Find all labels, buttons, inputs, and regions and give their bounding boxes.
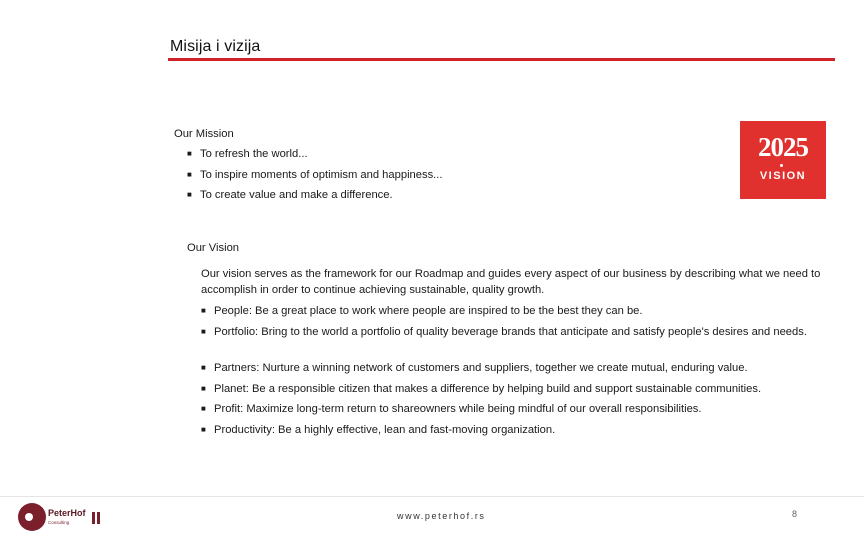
vision-item-text: Portfolio: Bring to the world a portfolio of quality beverage brands that anticipate and satisfy people's desires and needs. — [214, 326, 807, 338]
vision-heading: Our Vision — [187, 242, 240, 254]
slide-title: Misija i vizija — [170, 38, 261, 55]
peterhof-logo — [14, 502, 124, 534]
vision-item — [201, 401, 702, 417]
bullet-icon: ■ — [201, 327, 206, 336]
vision-item — [201, 381, 761, 397]
bullet-icon: ■ — [187, 149, 192, 158]
brand-subtitle: Consulting — [48, 520, 70, 525]
vision-item — [201, 303, 643, 319]
vision-2025-logo — [740, 121, 826, 199]
mission-item-text: To inspire moments of optimism and happiness... — [200, 169, 443, 181]
footer-divider — [0, 496, 864, 497]
vision-item-text: Productivity: Be a highly effective, lean and fast-moving organization. — [214, 424, 556, 436]
brand-name: PeterHof — [48, 508, 86, 518]
page-number: 8 — [792, 509, 798, 519]
mission-item — [187, 167, 443, 183]
title-underline — [168, 58, 835, 61]
vision-item-text: Partners: Nurture a winning network of customers and suppliers, together we create mutual, enduring value. — [214, 362, 748, 374]
bullet-icon: ■ — [201, 306, 206, 315]
vision-item-text: People: Be a great place to work where people are inspired to be the best they can be. — [214, 305, 643, 317]
bullet-icon: ■ — [201, 404, 206, 413]
logo-bars-icon — [92, 512, 104, 524]
vision-item-text: Profit: Maximize long-term return to shareowners while being mindful of our overall responsibilities. — [214, 403, 702, 415]
mission-item — [187, 187, 393, 203]
vision-intro: Our vision serves as the framework for our Roadmap and guides every aspect of our business by describing what we need to accomplish in order to continue achieving sustainable, quality growth. — [201, 268, 821, 296]
vision-item-text: Planet: Be a responsible citizen that makes a difference by helping build and support sustainable communities. — [214, 383, 762, 395]
bullet-icon: ■ — [201, 363, 206, 372]
vision-item — [201, 422, 555, 438]
mission-item-text: To create value and make a difference. — [200, 189, 393, 201]
logo-year: 2025 — [758, 132, 808, 162]
mission-heading: Our Mission — [174, 128, 234, 140]
logo-label: VISION — [759, 170, 807, 182]
bullet-icon: ■ — [201, 384, 206, 393]
footer-website: www.peterhof.rs — [397, 511, 486, 521]
vision-item — [201, 324, 821, 340]
bullet-icon: ■ — [187, 170, 192, 179]
bullet-icon: ■ — [201, 425, 206, 434]
logo-circle-icon — [18, 503, 46, 531]
bullet-icon: ■ — [187, 190, 192, 199]
vision-item — [201, 360, 748, 376]
mission-item-text: To refresh the world... — [200, 148, 308, 160]
logo-dot — [780, 164, 783, 167]
mission-item — [187, 146, 308, 162]
